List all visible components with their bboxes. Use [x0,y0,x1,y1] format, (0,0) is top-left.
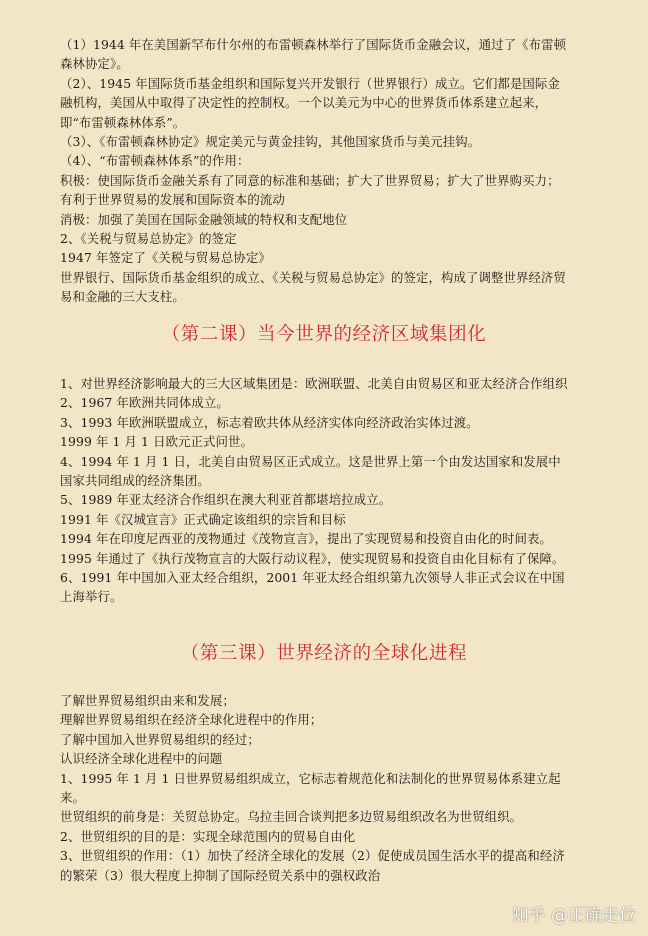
paragraph: 3、1993 年欧洲联盟成立，标志着欧共体从经济实体向经济政治实体过渡。 [60,414,479,430]
paragraph: 了解世界贸易组织由来和发展； [60,693,235,708]
paragraph: 消极：加强了美国在国际金融领域的特权和支配地位 [60,211,348,227]
paragraph: 积极：使国际货币金融关系有了同意的标准和基础；扩大了世界贸易；扩大了世界购买力；有利于世界贸易的发展和国际资本的流动 [60,172,560,208]
paragraph: 认识经济全球化进程中的问题 [60,751,223,767]
paragraph: 5、1989 年亚太经济合作组织在澳大利亚首都堪培拉成立。 [60,492,392,508]
paragraph: 理解世界贸易组织在经济全球化进程中的作用； [60,712,323,728]
paragraph: 2、《关税与贸易总协定》的签定 [60,231,237,247]
paragraph: （1）1944 年在美国新罕布什尔州的布雷顿森林举行了国际货币金融会议，通过了《布雷顿森林协定》。 [60,37,567,72]
paragraph: 3、世贸组织的作用：（1）加快了经济全球化的发展（2）促使成员国生活水平的提高和经济的繁荣（3）很大程度上抑制了国际经贸关系中的强权政治 [60,848,565,883]
paragraph: （3）、《布雷顿森林协定》规定美元与黄金挂钩，其他国家货币与美元挂钩。 [60,134,481,150]
watermark-text: 知乎 @正确走位 [511,906,636,926]
section-1-text [60,35,570,307]
paragraph: 2、1967 年欧洲共同体成立。 [60,395,229,411]
paragraph: 世贸组织的前身是：关贸总协定。乌拉圭回合谈判把多边贸易组织改名为世贸组织。 [60,809,523,825]
paragraph: 4、1994 年 1 月 1 日，北美自由贸易区正式成立。这是世界上第一个由发达国家和发展中国家共同组成的经济集团。 [60,453,561,489]
paragraph: 1994 年在印度尼西亚的茂物通过《茂物宣言》，提出了实现贸易和投资自由化的时间表。 [60,531,552,547]
paragraph: 1947 年签定了《关税与贸易总协定》 [60,250,271,266]
zhihu-watermark [512,901,636,926]
paragraph: 6、1991 年中国加入亚太经合组织，2001 年亚太经合组织第九次领导人非正式会议在中国上海举行。 [60,570,565,605]
paragraph: （2）、1945 年国际货币基金组织和国际复兴开发银行（世界银行）成立。它们都是国际金融机构，美国从中取得了决定性的控制权。一个以美元为中心的世界货币体系建立起来，即“布雷顿森林体系”。 [60,75,560,130]
paragraph: 1995 年通过了《执行茂物宣言的大阪行动议程》，使实现贸易和投资自由化目标有了保障。 [60,550,565,566]
section-2-text [60,374,570,607]
paragraph: 1、1995 年 1 月 1 日世界贸易组织成立，它标志着规范化和法制化的世界贸易体系建立起来。 [60,770,561,806]
lesson-2-heading: （第二课）当今世界的经济区域集团化 [161,324,487,345]
paragraph: （4）、“布雷顿森林体系”的作用： [60,153,250,169]
paragraph: 1991 年《汉城宣言》正式确定该组织的宗旨和目标 [60,511,346,527]
paragraph: 2、世贸组织的目的是：实现全球范围内的贸易自由化 [60,828,356,844]
paragraph: 1、对世界经济影响最大的三大区域集团是：欧洲联盟、北美自由贸易区和亚太经济合作组织 [60,376,568,391]
paragraph: 了解中国加入世界贸易组织的经过； [60,731,260,747]
lesson-3-heading: （第三课）世界经济的全球化进程 [180,643,468,664]
paragraph: 1999 年 1 月 1 日欧元正式问世。 [60,434,253,450]
section-3-text [60,691,570,885]
paragraph: 世界银行、国际货币基金组织的成立、《关税与贸易总协定》的签定，构成了调整世界经济贸易和金融的三大支柱。 [60,269,566,305]
